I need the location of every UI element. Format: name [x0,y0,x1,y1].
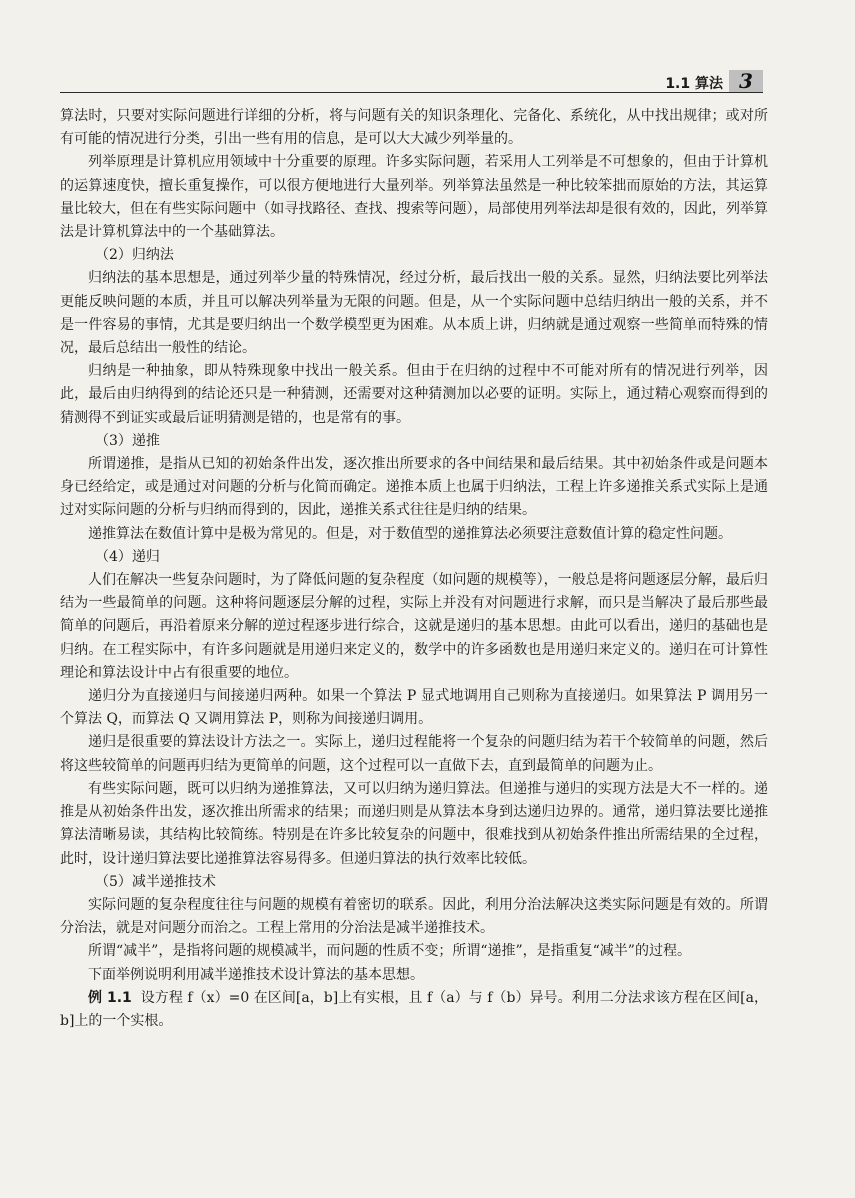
paragraph: 有些实际问题，既可以归纳为递推算法，又可以归纳为递归算法。但递推与递归的实现方法是大不一样的。递推是从初始条件出发，逐次推出所需求的结果；而递归则是从算法本身到达递归边界的。通常，递归算法要比递推算法清晰易读，其结构比较简练。特别是在许多比较复杂的问题中，很难找到从初始条件推出所需结果的全过程，此时，设计递归算法要比递推算法容易得多。但递归算法的执行效率比较低。 [60,780,768,867]
paragraph: 所谓“减半”，是指将问题的规模减半，而问题的性质不变；所谓“递推”，是指重复“减半”的过程。 [88,943,691,960]
example-text: 设方程 f（x）=0 在区间[a，b]上有实根，且 f（a）与 f（b）异号。利用二分法求该方程在区间[a，b]上的一个实根。 [60,989,768,1029]
example-paragraph [60,987,768,1033]
paragraph: 人们在解决一些复杂问题时，为了降低问题的复杂程度（如问题的规模等），一般总是将问题逐层分解，最后归结为一些最简单的问题。这种将问题逐层分解的过程，实际上并没有对问题进行求解，而只是当解决了最后那些最简单的问题后，再沿着原来分解的逆过程逐步进行综合，这就是递归的基本思想。由此可以看出，递归的基础也是归纳。在工程实际中，有许多问题就是用递归来定义的，数学中的许多函数也是用递归来定义的。递归在可计算性理论和算法设计中占有很重要的地位。 [60,572,768,681]
paragraph: 递推算法在数值计算中是极为常见的。但是，对于数值型的递推算法必须要注意数值计算的稳定性问题。 [88,525,732,542]
paragraph: 归纳法的基本思想是，通过列举少量的特殊情况，经过分析，最后找出一般的关系。显然，归纳法要比列举法更能反映问题的本质，并且可以解决列举量为无限的问题。但是，从一个实际问题中总结归纳出一般的关系，并不是一件容易的事情，尤其是要归纳出一个数学模型更为困难。从本质上讲，归纳就是通过观察一些简单而特殊的情况，最后总结出一般性的结论。 [60,270,768,357]
subsection-heading: （2）归纳法 [95,247,174,264]
main-text [60,105,768,1033]
example-label: 例 1.1 [88,989,132,1006]
paragraph: 递归分为直接递归与间接递归两种。如果一个算法 P 显式地调用自己则称为直接递归。如果算法 P 调用另一个算法 Q，而算法 Q 又调用算法 P，则称为间接递归调用。 [60,688,768,728]
paragraph: 下面举例说明利用减半递推技术设计算法的基本思想。 [88,966,424,983]
header-rule [60,92,763,93]
page-header [60,70,763,98]
paragraph: 算法时，只要对实际问题进行详细的分析，将与问题有关的知识条理化、完备化、系统化，从中找出规律；或对所有可能的情况进行分类，引出一些有用的信息，是可以大大减少列举量的。 [60,108,768,148]
paragraph: 归纳是一种抽象，即从特殊现象中找出一般关系。但由于在归纳的过程中不可能对所有的情况进行列举，因此，最后由归纳得到的结论还只是一种猜测，还需要对这种猜测加以必要的证明。实际上，通过精心观察而得到的猜测得不到证实或最后证明猜测是错的，也是常有的事。 [60,363,768,426]
paragraph: 列举原理是计算机应用领域中十分重要的原理。许多实际问题，若采用人工列举是不可想象的，但由于计算机的运算速度快，擅长重复操作，可以很方便地进行大量列举。列举算法虽然是一种比较笨拙而原始的方法，其运算量比较大，但在有些实际问题中（如寻找路径、查找、搜索等问题），局部使用列举法却是很有效的，因此，列举算法是计算机算法中的一个基础算法。 [60,154,768,241]
subsection-heading: （3）递推 [95,432,160,449]
subsection-heading: （5）减半递推技术 [95,873,216,890]
subsection-heading: （4）递归 [95,548,160,565]
paragraph: 实际问题的复杂程度往往与问题的规模有着密切的联系。因此，利用分治法解决这类实际问题是有效的。所谓分治法，就是对问题分而治之。工程上常用的分治法是减半递推技术。 [60,896,768,937]
paragraph: 所谓递推，是指从已知的初始条件出发，逐次推出所要求的各中间结果和最后结果。其中初始条件或是问题本身已经给定，或是通过对问题的分析与化简而确定。递推本质上也属于归纳法，工程上许多递推关系式实际上是通过对实际问题的分析与归纳而得到的，因此，递推关系式往往是归纳的结果。 [60,456,768,519]
paragraph: 递归是很重要的算法设计方法之一。实际上，递归过程能将一个复杂的问题归结为若干个较简单的问题，然后将这些较简单的问题再归结为更简单的问题，这个过程可以一直做下去，直到最简单的问题为止。 [60,734,768,774]
header-section-title: 1.1 算法 [665,76,723,92]
page-number: 3 [729,70,763,92]
